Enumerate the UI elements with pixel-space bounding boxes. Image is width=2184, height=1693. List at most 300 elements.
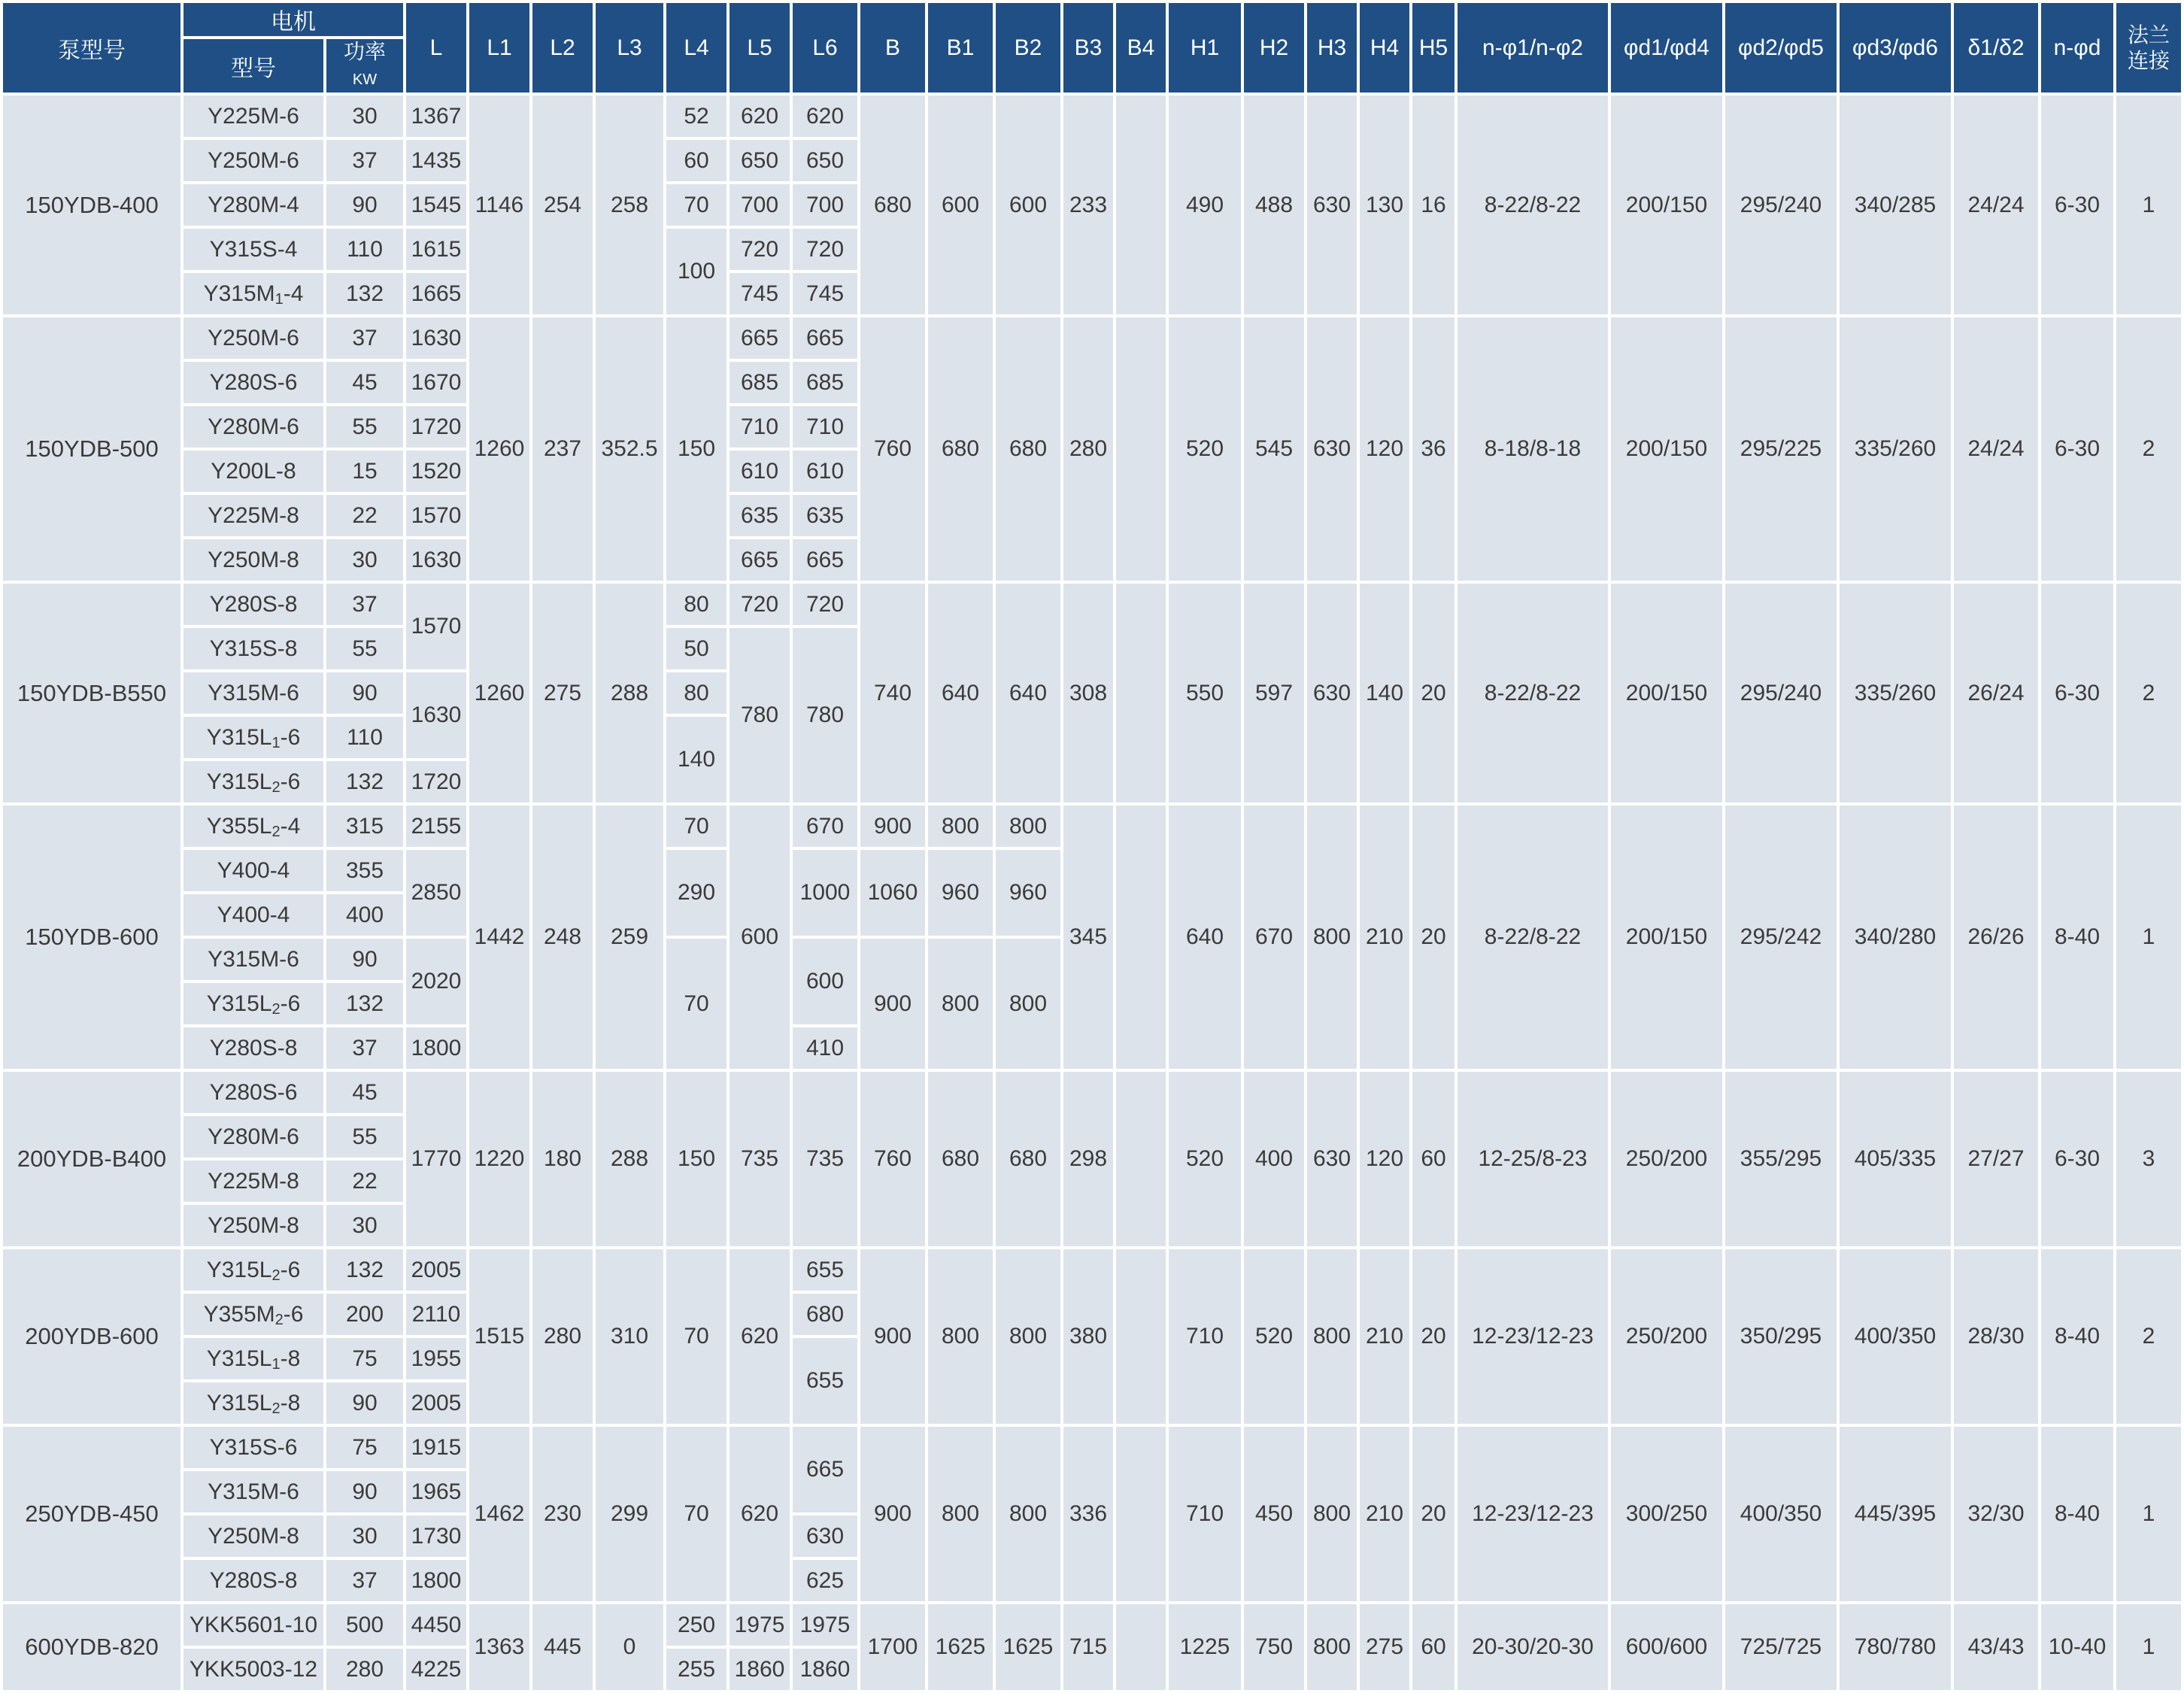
header-motor: 电机 bbox=[184, 3, 403, 36]
motor-power: 90 bbox=[326, 1382, 403, 1424]
cell-d2-d5: 725/725 bbox=[1725, 1604, 1837, 1690]
cell-L6: 720 bbox=[793, 584, 857, 625]
cell-L4: 80 bbox=[666, 584, 726, 625]
cell-n-d: 10-40 bbox=[2041, 1604, 2113, 1690]
cell-H5: 16 bbox=[1412, 96, 1454, 314]
motor-model-sub: 2 bbox=[271, 778, 281, 796]
cell-L: 2020 bbox=[406, 939, 466, 1024]
header-flange-line2: 连接 bbox=[2127, 48, 2170, 72]
motor-model bbox=[184, 1382, 323, 1424]
header-flange-line1: 法兰 bbox=[2127, 23, 2170, 47]
cell-H5: 20 bbox=[1412, 1427, 1454, 1601]
motor-power: 37 bbox=[326, 1560, 403, 1601]
header-motor-model: 型号 bbox=[184, 39, 323, 93]
motor-model-suffix: -6 bbox=[280, 1257, 301, 1282]
pump-model: 150YDB-500 bbox=[3, 317, 180, 581]
cell-d1-d4: 250/200 bbox=[1611, 1249, 1722, 1424]
cell-L3: 288 bbox=[596, 584, 663, 803]
cell-L6: 780 bbox=[793, 628, 857, 803]
cell-H2: 670 bbox=[1244, 806, 1304, 1069]
cell-n-phi: 8-22/8-22 bbox=[1458, 584, 1608, 803]
cell-n-phi: 12-23/12-23 bbox=[1458, 1249, 1608, 1424]
motor-model-base: Y315L bbox=[206, 724, 272, 750]
cell-flange: 2 bbox=[2116, 1249, 2181, 1424]
cell-delta: 28/30 bbox=[1954, 1249, 2038, 1424]
cell-L4: 70 bbox=[666, 806, 726, 847]
motor-power: 22 bbox=[326, 495, 403, 536]
motor-power: 90 bbox=[326, 939, 403, 980]
motor-model: Y200L-8 bbox=[184, 451, 323, 492]
cell-B3: 308 bbox=[1063, 584, 1113, 803]
cell-L: 1630 bbox=[406, 672, 466, 758]
cell-H5: 20 bbox=[1412, 806, 1454, 1069]
motor-model: Y315S-6 bbox=[184, 1427, 323, 1468]
cell-H2: 750 bbox=[1244, 1604, 1304, 1690]
header-delta: δ1/δ2 bbox=[1954, 3, 2038, 93]
cell-L: 1770 bbox=[406, 1072, 466, 1246]
cell-L6: 1000 bbox=[793, 850, 857, 936]
cell-B2: 1625 bbox=[996, 1604, 1060, 1690]
motor-power: 37 bbox=[326, 1027, 403, 1069]
cell-L3: 0 bbox=[596, 1604, 663, 1690]
motor-model-base: Y315L bbox=[206, 1257, 272, 1282]
cell-L6: 655 bbox=[793, 1249, 857, 1291]
cell-L6: 735 bbox=[793, 1072, 857, 1246]
cell-L5: 1860 bbox=[730, 1649, 790, 1690]
motor-model: Y280S-8 bbox=[184, 1560, 323, 1601]
motor-power: 55 bbox=[326, 628, 403, 669]
cell-H3: 800 bbox=[1307, 1249, 1357, 1424]
cell-H4: 130 bbox=[1360, 96, 1409, 314]
cell-H2: 450 bbox=[1244, 1427, 1304, 1601]
cell-L3: 299 bbox=[596, 1427, 663, 1601]
motor-model-suffix: -8 bbox=[280, 1390, 301, 1415]
header-B1: B1 bbox=[928, 3, 993, 93]
motor-power: 37 bbox=[326, 584, 403, 625]
cell-H4: 140 bbox=[1360, 584, 1409, 803]
cell-delta: 24/24 bbox=[1954, 96, 2038, 314]
cell-H1: 710 bbox=[1169, 1249, 1241, 1424]
motor-power: 55 bbox=[326, 406, 403, 448]
cell-B: 760 bbox=[860, 1072, 925, 1246]
cell-H4: 210 bbox=[1360, 806, 1409, 1069]
cell-B4 bbox=[1116, 1427, 1166, 1601]
header-L2: L2 bbox=[532, 3, 593, 93]
pump-model: 150YDB-B550 bbox=[3, 584, 180, 803]
cell-L5: 620 bbox=[730, 96, 790, 137]
cell-delta: 43/43 bbox=[1954, 1604, 2038, 1690]
cell-L6: 635 bbox=[793, 495, 857, 536]
motor-model-base: Y315L bbox=[206, 991, 272, 1016]
cell-B4 bbox=[1116, 317, 1166, 581]
cell-B3: 233 bbox=[1063, 96, 1113, 314]
cell-L6: 410 bbox=[793, 1027, 857, 1069]
motor-model: Y225M-6 bbox=[184, 96, 323, 137]
motor-power: 110 bbox=[326, 717, 403, 758]
cell-B2: 800 bbox=[996, 939, 1060, 1069]
cell-H1: 520 bbox=[1169, 1072, 1241, 1246]
motor-model: Y280S-8 bbox=[184, 584, 323, 625]
cell-B2: 800 bbox=[996, 806, 1060, 847]
motor-power: 315 bbox=[326, 806, 403, 847]
motor-model bbox=[184, 806, 323, 847]
cell-H5: 60 bbox=[1412, 1072, 1454, 1246]
cell-B4 bbox=[1116, 96, 1166, 314]
motor-model-sub: 2 bbox=[271, 823, 281, 840]
cell-L4: 70 bbox=[666, 939, 726, 1069]
pump-model: 150YDB-600 bbox=[3, 806, 180, 1069]
cell-H3: 800 bbox=[1307, 1604, 1357, 1690]
cell-n-d: 8-40 bbox=[2041, 1249, 2113, 1424]
header-H3: H3 bbox=[1307, 3, 1357, 93]
cell-d1-d4: 250/200 bbox=[1611, 1072, 1722, 1246]
motor-model: Y280M-4 bbox=[184, 184, 323, 226]
cell-d2-d5: 295/240 bbox=[1725, 96, 1837, 314]
header-B3: B3 bbox=[1063, 3, 1113, 93]
motor-model bbox=[184, 1249, 323, 1291]
cell-L: 1520 bbox=[406, 451, 466, 492]
cell-L: 1730 bbox=[406, 1516, 466, 1557]
motor-model: Y225M-8 bbox=[184, 1161, 323, 1202]
cell-B4 bbox=[1116, 806, 1166, 1069]
motor-model: YKK5601-10 bbox=[184, 1604, 323, 1646]
cell-B3: 298 bbox=[1063, 1072, 1113, 1246]
header-flange bbox=[2116, 3, 2181, 93]
motor-model-sub: 1 bbox=[271, 734, 281, 751]
cell-L: 1800 bbox=[406, 1560, 466, 1601]
cell-B: 900 bbox=[860, 806, 925, 847]
motor-model bbox=[184, 1294, 323, 1335]
motor-model: Y250M-8 bbox=[184, 1516, 323, 1557]
cell-d3-d6: 335/260 bbox=[1840, 584, 1951, 803]
cell-L5: 710 bbox=[730, 406, 790, 448]
motor-power: 355 bbox=[326, 850, 403, 891]
cell-flange: 3 bbox=[2116, 1072, 2181, 1246]
cell-flange: 2 bbox=[2116, 317, 2181, 581]
cell-L1: 1220 bbox=[469, 1072, 529, 1246]
cell-d3-d6: 445/395 bbox=[1840, 1427, 1951, 1601]
motor-model bbox=[184, 983, 323, 1024]
motor-power: 37 bbox=[326, 140, 403, 181]
cell-L2: 275 bbox=[532, 584, 593, 803]
motor-power: 30 bbox=[326, 539, 403, 581]
motor-model-suffix: -8 bbox=[280, 1346, 301, 1371]
cell-L: 4225 bbox=[406, 1649, 466, 1690]
cell-L5: 665 bbox=[730, 539, 790, 581]
header-pump-model: 泵型号 bbox=[3, 3, 180, 93]
motor-power: 45 bbox=[326, 362, 403, 403]
cell-L6: 1860 bbox=[793, 1649, 857, 1690]
motor-power: 132 bbox=[326, 983, 403, 1024]
motor-model-sub: 1 bbox=[271, 1355, 281, 1373]
header-L: L bbox=[406, 3, 466, 93]
header-power-label: 功率 bbox=[343, 40, 386, 63]
motor-power: 90 bbox=[326, 1471, 403, 1512]
motor-power: 132 bbox=[326, 273, 403, 314]
motor-power: 30 bbox=[326, 1516, 403, 1557]
cell-H2: 520 bbox=[1244, 1249, 1304, 1424]
header-H1: H1 bbox=[1169, 3, 1241, 93]
motor-model: Y315S-8 bbox=[184, 628, 323, 669]
cell-L: 1367 bbox=[406, 96, 466, 137]
cell-L5: 620 bbox=[730, 1249, 790, 1424]
cell-L5: 700 bbox=[730, 184, 790, 226]
cell-d1-d4: 200/150 bbox=[1611, 806, 1722, 1069]
cell-B: 680 bbox=[860, 96, 925, 314]
cell-L1: 1146 bbox=[469, 96, 529, 314]
cell-B: 900 bbox=[860, 939, 925, 1069]
motor-model-base: Y355L bbox=[206, 813, 272, 839]
cell-L4: 100 bbox=[666, 229, 726, 314]
cell-L: 2005 bbox=[406, 1382, 466, 1424]
cell-d1-d4: 200/150 bbox=[1611, 584, 1722, 803]
cell-L: 1545 bbox=[406, 184, 466, 226]
cell-H4: 210 bbox=[1360, 1427, 1409, 1601]
cell-L3: 288 bbox=[596, 1072, 663, 1246]
motor-power: 500 bbox=[326, 1604, 403, 1646]
cell-H3: 630 bbox=[1307, 584, 1357, 803]
motor-power: 30 bbox=[326, 96, 403, 137]
cell-L5: 735 bbox=[730, 1072, 790, 1246]
cell-L6: 650 bbox=[793, 140, 857, 181]
motor-model bbox=[184, 717, 323, 758]
cell-B1: 1625 bbox=[928, 1604, 993, 1690]
motor-power: 55 bbox=[326, 1116, 403, 1157]
motor-model: Y250M-8 bbox=[184, 539, 323, 581]
header-H4: H4 bbox=[1360, 3, 1409, 93]
cell-n-d: 8-40 bbox=[2041, 1427, 2113, 1601]
motor-power: 200 bbox=[326, 1294, 403, 1335]
cell-L2: 180 bbox=[532, 1072, 593, 1246]
cell-L: 1665 bbox=[406, 273, 466, 314]
cell-d1-d4: 600/600 bbox=[1611, 1604, 1722, 1690]
cell-n-d: 6-30 bbox=[2041, 584, 2113, 803]
motor-model: Y315M-6 bbox=[184, 672, 323, 714]
cell-H2: 400 bbox=[1244, 1072, 1304, 1246]
cell-n-phi: 8-22/8-22 bbox=[1458, 96, 1608, 314]
cell-L: 1800 bbox=[406, 1027, 466, 1069]
cell-L2: 445 bbox=[532, 1604, 593, 1690]
motor-model-base: Y355M bbox=[203, 1301, 275, 1327]
cell-d3-d6: 405/335 bbox=[1840, 1072, 1951, 1246]
cell-d2-d5: 295/240 bbox=[1725, 584, 1837, 803]
motor-model-base: Y315M bbox=[203, 281, 275, 306]
cell-B2: 800 bbox=[996, 1249, 1060, 1424]
cell-L5: 720 bbox=[730, 584, 790, 625]
cell-L: 1615 bbox=[406, 229, 466, 270]
cell-L: 2110 bbox=[406, 1294, 466, 1335]
cell-L: 2005 bbox=[406, 1249, 466, 1291]
cell-L3: 258 bbox=[596, 96, 663, 314]
header-H2: H2 bbox=[1244, 3, 1304, 93]
cell-L4: 50 bbox=[666, 628, 726, 669]
cell-B1: 640 bbox=[928, 584, 993, 803]
cell-L6: 700 bbox=[793, 184, 857, 226]
cell-L6: 745 bbox=[793, 273, 857, 314]
cell-delta: 26/24 bbox=[1954, 584, 2038, 803]
motor-power: 132 bbox=[326, 1249, 403, 1291]
cell-B3: 715 bbox=[1063, 1604, 1113, 1690]
cell-H2: 488 bbox=[1244, 96, 1304, 314]
cell-L1: 1515 bbox=[469, 1249, 529, 1424]
cell-L2: 237 bbox=[532, 317, 593, 581]
header-d3-d6: φd3/φd6 bbox=[1840, 3, 1951, 93]
cell-L4: 70 bbox=[666, 1427, 726, 1601]
motor-model: Y280M-6 bbox=[184, 406, 323, 448]
cell-flange: 2 bbox=[2116, 584, 2181, 803]
cell-L4: 52 bbox=[666, 96, 726, 137]
cell-L4: 250 bbox=[666, 1604, 726, 1646]
cell-B1: 680 bbox=[928, 317, 993, 581]
cell-B1: 800 bbox=[928, 806, 993, 847]
cell-B: 760 bbox=[860, 317, 925, 581]
header-H5: H5 bbox=[1412, 3, 1454, 93]
cell-B2: 800 bbox=[996, 1427, 1060, 1601]
cell-L1: 1260 bbox=[469, 317, 529, 581]
motor-model: Y280S-8 bbox=[184, 1027, 323, 1069]
cell-L6: 620 bbox=[793, 96, 857, 137]
cell-L: 1965 bbox=[406, 1471, 466, 1512]
cell-L: 2155 bbox=[406, 806, 466, 847]
motor-power: 75 bbox=[326, 1427, 403, 1468]
cell-L6: 685 bbox=[793, 362, 857, 403]
cell-B1: 800 bbox=[928, 939, 993, 1069]
cell-H1: 550 bbox=[1169, 584, 1241, 803]
cell-L5: 745 bbox=[730, 273, 790, 314]
cell-B2: 960 bbox=[996, 850, 1060, 936]
cell-L: 1630 bbox=[406, 317, 466, 359]
cell-H2: 545 bbox=[1244, 317, 1304, 581]
cell-L: 1915 bbox=[406, 1427, 466, 1468]
cell-d3-d6: 400/350 bbox=[1840, 1249, 1951, 1424]
cell-n-phi: 20-30/20-30 bbox=[1458, 1604, 1608, 1690]
cell-L: 1670 bbox=[406, 362, 466, 403]
cell-L6: 665 bbox=[793, 317, 857, 359]
motor-model-sub: 2 bbox=[271, 1400, 281, 1417]
cell-L: 1630 bbox=[406, 539, 466, 581]
motor-model-base: Y315L bbox=[206, 1390, 272, 1415]
cell-n-d: 6-30 bbox=[2041, 1072, 2113, 1246]
header-n-d: n-φd bbox=[2041, 3, 2113, 93]
cell-B4 bbox=[1116, 1604, 1166, 1690]
cell-L4: 70 bbox=[666, 1249, 726, 1424]
cell-H1: 640 bbox=[1169, 806, 1241, 1069]
cell-L5: 635 bbox=[730, 495, 790, 536]
cell-B3: 380 bbox=[1063, 1249, 1113, 1424]
cell-B: 900 bbox=[860, 1427, 925, 1601]
cell-L5: 685 bbox=[730, 362, 790, 403]
motor-model: Y280S-6 bbox=[184, 362, 323, 403]
motor-model-sub: 1 bbox=[275, 290, 284, 308]
cell-L4: 70 bbox=[666, 184, 726, 226]
cell-B: 1700 bbox=[860, 1604, 925, 1690]
cell-B1: 680 bbox=[928, 1072, 993, 1246]
cell-L1: 1260 bbox=[469, 584, 529, 803]
pump-model: 150YDB-400 bbox=[3, 96, 180, 314]
header-B2: B2 bbox=[996, 3, 1060, 93]
cell-L5: 620 bbox=[730, 1427, 790, 1601]
motor-power: 75 bbox=[326, 1338, 403, 1379]
pump-model: 600YDB-820 bbox=[3, 1604, 180, 1690]
motor-power: 280 bbox=[326, 1649, 403, 1690]
cell-H5: 20 bbox=[1412, 584, 1454, 803]
cell-L: 1955 bbox=[406, 1338, 466, 1379]
motor-model: Y315M-6 bbox=[184, 939, 323, 980]
cell-H3: 800 bbox=[1307, 1427, 1357, 1601]
cell-d2-d5: 400/350 bbox=[1725, 1427, 1837, 1601]
cell-L3: 259 bbox=[596, 806, 663, 1069]
cell-B1: 800 bbox=[928, 1427, 993, 1601]
cell-L5: 600 bbox=[730, 806, 790, 1069]
cell-flange: 1 bbox=[2116, 96, 2181, 314]
cell-delta: 27/27 bbox=[1954, 1072, 2038, 1246]
cell-L1: 1442 bbox=[469, 806, 529, 1069]
cell-L: 1720 bbox=[406, 761, 466, 803]
cell-L5: 610 bbox=[730, 451, 790, 492]
motor-model: Y315S-4 bbox=[184, 229, 323, 270]
motor-model: Y400-4 bbox=[184, 894, 323, 936]
cell-L6: 665 bbox=[793, 1427, 857, 1512]
cell-n-d: 6-30 bbox=[2041, 96, 2113, 314]
cell-L: 1570 bbox=[406, 584, 466, 669]
cell-L6: 630 bbox=[793, 1516, 857, 1557]
cell-delta: 32/30 bbox=[1954, 1427, 2038, 1601]
motor-model-suffix: -6 bbox=[280, 991, 301, 1016]
motor-model: Y280S-6 bbox=[184, 1072, 323, 1113]
cell-B2: 600 bbox=[996, 96, 1060, 314]
cell-L4: 255 bbox=[666, 1649, 726, 1690]
cell-B2: 680 bbox=[996, 1072, 1060, 1246]
cell-L6: 670 bbox=[793, 806, 857, 847]
motor-model: YKK5003-12 bbox=[184, 1649, 323, 1690]
motor-model bbox=[184, 273, 323, 314]
motor-model-suffix: -4 bbox=[283, 281, 304, 306]
cell-H1: 490 bbox=[1169, 96, 1241, 314]
cell-flange: 1 bbox=[2116, 1427, 2181, 1601]
cell-flange: 1 bbox=[2116, 1604, 2181, 1690]
cell-L2: 254 bbox=[532, 96, 593, 314]
cell-L3: 352.5 bbox=[596, 317, 663, 581]
cell-L6: 610 bbox=[793, 451, 857, 492]
cell-L1: 1363 bbox=[469, 1604, 529, 1690]
motor-model-suffix: -4 bbox=[280, 813, 301, 839]
cell-H2: 597 bbox=[1244, 584, 1304, 803]
motor-model bbox=[184, 1338, 323, 1379]
cell-n-phi: 12-25/8-23 bbox=[1458, 1072, 1608, 1246]
header-B4: B4 bbox=[1116, 3, 1166, 93]
cell-L4: 150 bbox=[666, 1072, 726, 1246]
cell-n-phi: 8-18/8-18 bbox=[1458, 317, 1608, 581]
cell-L6: 720 bbox=[793, 229, 857, 270]
cell-L6: 680 bbox=[793, 1294, 857, 1335]
cell-H5: 36 bbox=[1412, 317, 1454, 581]
cell-delta: 24/24 bbox=[1954, 317, 2038, 581]
cell-H1: 710 bbox=[1169, 1427, 1241, 1601]
cell-L3: 310 bbox=[596, 1249, 663, 1424]
cell-d3-d6: 780/780 bbox=[1840, 1604, 1951, 1690]
cell-H1: 1225 bbox=[1169, 1604, 1241, 1690]
cell-n-phi: 8-22/8-22 bbox=[1458, 806, 1608, 1069]
cell-L4: 290 bbox=[666, 850, 726, 936]
cell-B3: 345 bbox=[1063, 806, 1113, 1069]
motor-power: 15 bbox=[326, 451, 403, 492]
cell-d2-d5: 295/225 bbox=[1725, 317, 1837, 581]
cell-L1: 1462 bbox=[469, 1427, 529, 1601]
cell-B: 900 bbox=[860, 1249, 925, 1424]
motor-model-sub: 2 bbox=[271, 1267, 281, 1284]
cell-L5: 650 bbox=[730, 140, 790, 181]
cell-L5: 720 bbox=[730, 229, 790, 270]
